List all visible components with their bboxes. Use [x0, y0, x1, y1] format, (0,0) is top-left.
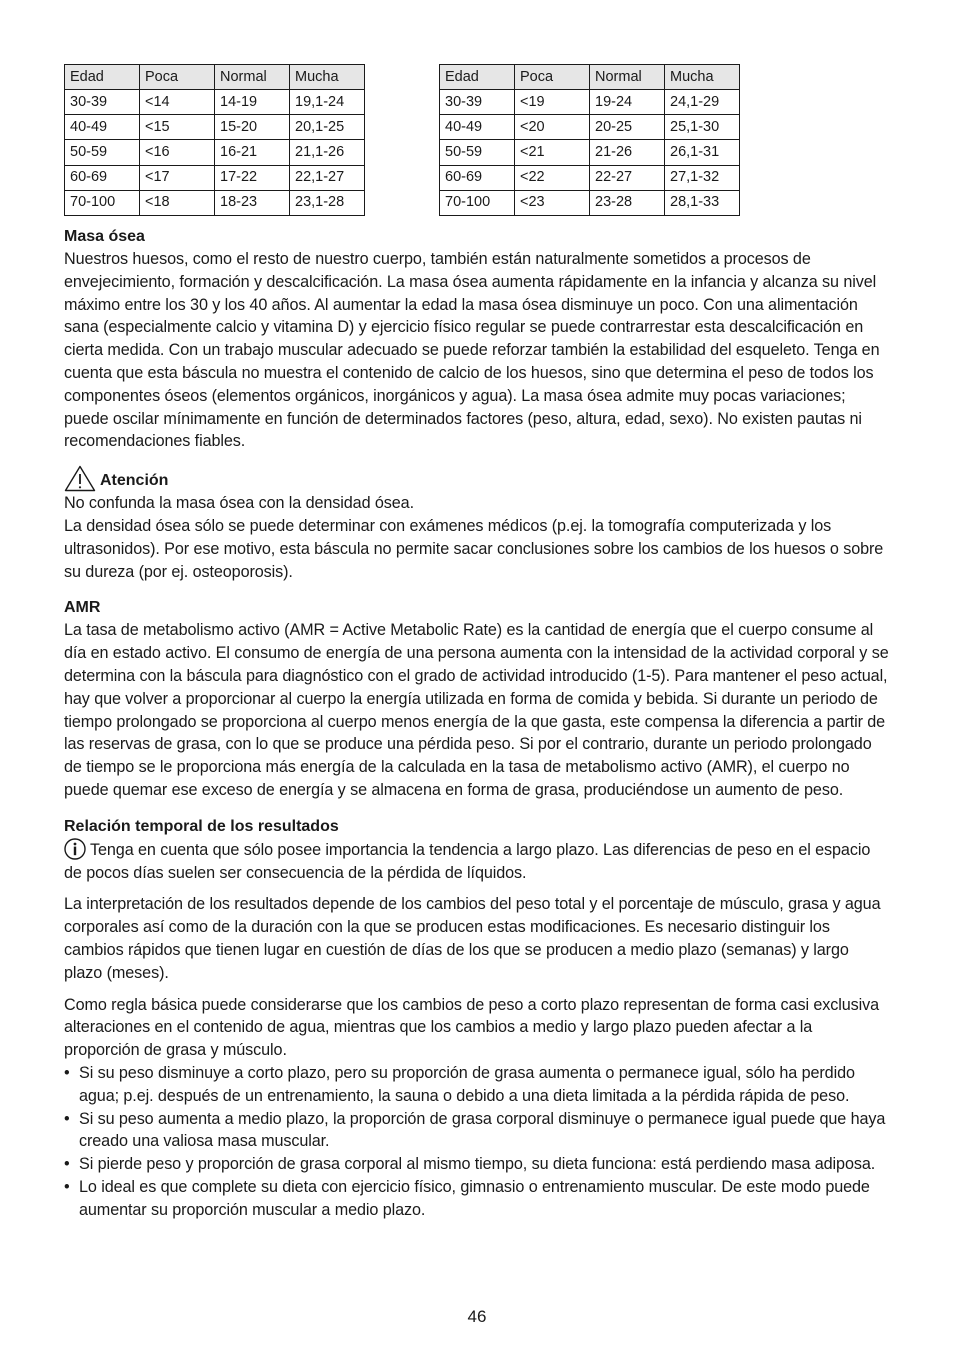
bone-mass-table-right	[439, 64, 740, 216]
table-cell: 30-39	[440, 90, 515, 115]
time-relation-section	[64, 815, 890, 1222]
table-cell: 25,1-30	[665, 115, 740, 140]
amr-section	[64, 596, 890, 801]
list-item	[64, 1153, 890, 1176]
table-cell: 23,1-28	[290, 190, 365, 215]
table-row	[440, 90, 740, 115]
table-cell: 23-28	[590, 190, 665, 215]
page-number: 46	[467, 1307, 487, 1326]
info-icon	[64, 838, 86, 860]
table-cell: 27,1-32	[665, 165, 740, 190]
bullet-icon: •	[64, 1063, 70, 1082]
list-item	[64, 1062, 890, 1108]
warning-header	[64, 465, 890, 492]
table-cell: <21	[515, 140, 590, 165]
table-cell: 50-59	[440, 140, 515, 165]
table-cell: <18	[140, 190, 215, 215]
table-cell: 16-21	[215, 140, 290, 165]
list-item-text: Si su peso disminuye a corto plazo, pero su proporción de grasa aumenta o permanece igual, sólo ha perdido agua; p.ej. después de un entrenamiento, la sauna o debido a una dieta limitada a la pérdida rápida de peso.	[79, 1063, 855, 1105]
bullet-icon: •	[64, 1155, 70, 1174]
bone-mass-section	[64, 225, 890, 453]
table-cell: 60-69	[440, 165, 515, 190]
bullet-list	[64, 1062, 890, 1222]
table-cell: <23	[515, 190, 590, 215]
interpretation-paragraph: La interpretación de los resultados depende de los cambios del peso total y el porcentaje de músculo, grasa y agua corporales así como de la duración con la que se producen estas modificaciones. Es necesario distinguir los cambios rápidos que tienen lugar en cuestión de días de los que se producen a medio plazo (semanas) y largo plazo (meses).	[64, 895, 881, 982]
warning-line: No confunda la masa ósea con la densidad ósea.	[64, 494, 414, 513]
bone-mass-table-left	[64, 64, 365, 216]
list-item	[64, 1176, 890, 1222]
table-cell: 22,1-27	[290, 165, 365, 190]
table-cell: 20-25	[590, 115, 665, 140]
table-row	[65, 190, 365, 215]
table-cell: 24,1-29	[665, 90, 740, 115]
warning-triangle-icon	[64, 465, 96, 492]
table-header-row	[440, 65, 740, 90]
bone-mass-heading: Masa ósea	[64, 228, 145, 245]
bone-mass-paragraph: Nuestros huesos, como el resto de nuestro cuerpo, también están naturalmente sometidos a procesos de envejecimiento, formación y descalcificación. La masa ósea aumenta rápidamente en la infancia y alcanza su nivel máximo entre los 30 y los 40 años. Al aumentar la edad la masa ósea disminuye un poco. Con una alimentación sana (especialmente calcio y vitamina D) y ejercicio físico regular se puede contrarrestar esta descalcificación en cierta medida. Con un trabajo muscular adecuado se puede reforzar también la estabilidad del esqueleto. Tenga en cuenta que esta báscula no muestra el contenido de calcio de los huesos, sino que determina el peso de todos los componentes óseos (elementos orgánicos, inorgánicos y agua). La masa ósea admite muy pocas variaciones; puede oscilar mínimamente en función de determinados factores (peso, altura, edad, sexo). No existen pautas ni recomendaciones fiables.	[64, 250, 880, 451]
table-cell: 40-49	[440, 115, 515, 140]
table-cell: 26,1-31	[665, 140, 740, 165]
table-cell: <20	[515, 115, 590, 140]
table-header-cell: Normal	[590, 65, 665, 90]
table-cell: 60-69	[65, 165, 140, 190]
table-header-cell: Poca	[515, 65, 590, 90]
table-header-row	[65, 65, 365, 90]
table-cell: 19-24	[590, 90, 665, 115]
table-cell: 19,1-24	[290, 90, 365, 115]
page-content	[64, 64, 890, 1221]
warning-section	[64, 465, 890, 583]
amr-paragraph: La tasa de metabolismo activo (AMR = Active Metabolic Rate) es la cantidad de energía que el cuerpo consume al día en estado activo. El consumo de energía de una persona aumenta con la intensidad de la actividad corporal y se determina con la báscula para diagnóstico con el grado de actividad introducido (1-5). Para mantener el peso actual, hay que volver a proporcionar al cuerpo la energía utilizada en forma de comida y bebida. Si durante un periodo de tiempo prolongado se proporciona al cuerpo menos energía de la que gasta, este compensa la diferencia a partir de las reservas de grasa, con lo que se produce una pérdida peso. Si por el contrario, durante un periodo prolongado de tiempo se le proporciona más energía de la calculada en la tasa de metabolismo activo (AMR), el cuerpo no puede quemar ese exceso de energía y se almacena en forma de grasa, produciéndose un aumento de peso.	[64, 621, 889, 799]
table-cell: 50-59	[65, 140, 140, 165]
table-cell: 15-20	[215, 115, 290, 140]
table-header-cell: Edad	[440, 65, 515, 90]
list-item-text: Si su peso aumenta a medio plazo, la proporción de grasa corporal disminuye o permanece igual puede que haya creado una valiosa masa muscular.	[79, 1109, 886, 1151]
table-row	[440, 165, 740, 190]
table-cell: 14-19	[215, 90, 290, 115]
table-cell: 28,1-33	[665, 190, 740, 215]
table-header-cell: Edad	[65, 65, 140, 90]
table-row	[65, 115, 365, 140]
time-relation-heading: Relación temporal de los resultados	[64, 817, 339, 835]
info-note-text: Tenga en cuenta que sólo posee importancia la tendencia a largo plazo. Las diferencias de peso en el espacio de pocos días suelen ser consecuencia de la pérdida de líquidos.	[64, 840, 871, 882]
info-note	[64, 838, 890, 885]
table-cell: <19	[515, 90, 590, 115]
bullet-icon: •	[64, 1109, 70, 1128]
table-row	[440, 140, 740, 165]
table-header-cell: Mucha	[665, 65, 740, 90]
bullet-icon: •	[64, 1177, 70, 1196]
table-header-cell: Poca	[140, 65, 215, 90]
bone-mass-tables	[64, 64, 890, 216]
table-cell: 17-22	[215, 165, 290, 190]
list-item-text: Si pierde peso y proporción de grasa corporal al mismo tiempo, su dieta funciona: está perdiendo masa adiposa.	[79, 1155, 876, 1174]
table-cell: 70-100	[440, 190, 515, 215]
table-cell: 18-23	[215, 190, 290, 215]
table-header-cell: Mucha	[290, 65, 365, 90]
table-cell: 22-27	[590, 165, 665, 190]
table-cell: <22	[515, 165, 590, 190]
amr-heading: AMR	[64, 599, 101, 617]
table-header-cell: Normal	[215, 65, 290, 90]
table-cell: <15	[140, 115, 215, 140]
table-cell: <14	[140, 90, 215, 115]
table-cell: 21,1-26	[290, 140, 365, 165]
table-cell: 40-49	[65, 115, 140, 140]
table-cell: 30-39	[65, 90, 140, 115]
table-row	[65, 90, 365, 115]
warning-heading: Atención	[100, 472, 169, 490]
table-row	[440, 190, 740, 215]
table-cell: <17	[140, 165, 215, 190]
table-cell: 20,1-25	[290, 115, 365, 140]
table-cell: 21-26	[590, 140, 665, 165]
basic-rule-paragraph: Como regla básica puede considerarse que los cambios de peso a corto plazo representan de forma casi exclusiva alteraciones en el contenido de agua, mientras que los cambios a medio y largo plazo pueden afectar a la proporción de grasa y músculo.	[64, 995, 880, 1060]
warning-paragraph: La densidad ósea sólo se puede determinar con exámenes médicos (p.ej. la tomografía computerizada y los ultrasonidos). Por ese motivo, esta báscula no permite sacar conclusiones sobre los cambios de los huesos o sobre su dureza (por ej. osteoporosis).	[64, 516, 884, 581]
list-item	[64, 1108, 890, 1154]
table-row	[65, 140, 365, 165]
list-item-text: Lo ideal es que complete su dieta con ejercicio físico, gimnasio o entrenamiento muscular. De este modo puede aumentar su proporción muscular a medio plazo.	[79, 1177, 870, 1219]
table-row	[440, 115, 740, 140]
table-cell: 70-100	[65, 190, 140, 215]
table-row	[65, 165, 365, 190]
table-cell: <16	[140, 140, 215, 165]
